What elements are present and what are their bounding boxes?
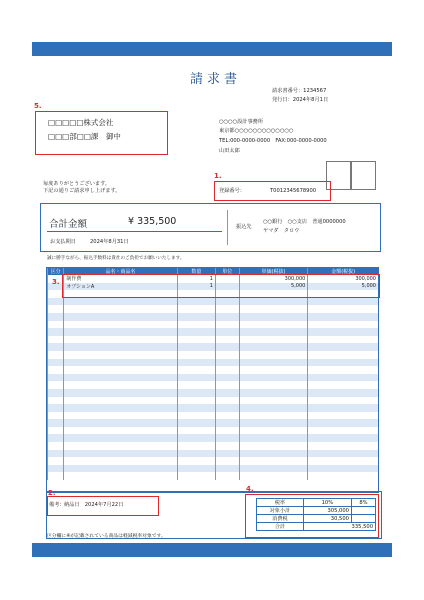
remarks-value: 納品日 2024年7月22日 bbox=[64, 502, 124, 508]
greeting-line-2: 下記の通りご請求申し上げます。 bbox=[43, 188, 121, 194]
table-row bbox=[48, 298, 379, 306]
registration-value: T0012345678900 bbox=[270, 188, 317, 194]
table-row: オプションA 1 5,000 5,000 bbox=[48, 283, 379, 291]
table-row bbox=[48, 321, 379, 329]
stamp-box-2 bbox=[351, 161, 376, 190]
items-highlight-box bbox=[62, 274, 380, 298]
table-row bbox=[48, 374, 379, 382]
issue-date: 発行日：2024年8月1日 bbox=[272, 97, 329, 103]
col-item: 品名・商品名 bbox=[64, 268, 177, 275]
table-row bbox=[48, 351, 379, 359]
total-value: ¥ 335,500 bbox=[128, 216, 177, 227]
summary-divider bbox=[227, 210, 228, 245]
total-label: 合計金額 bbox=[49, 219, 88, 230]
table-row bbox=[48, 389, 379, 397]
col-category: 区分 bbox=[48, 268, 64, 275]
sender-address: 東京都○○○○○○○○○○○○○ bbox=[219, 128, 294, 134]
sender-person: 山田太郎 bbox=[219, 148, 240, 154]
table-row bbox=[48, 442, 379, 450]
invoice-number: 請求書番号：1234567 bbox=[272, 88, 327, 94]
table-row bbox=[48, 336, 379, 344]
marker-5: 5. bbox=[34, 102, 42, 110]
footer-note: 区分欄に※が記載されている商品は軽減税率対象です。 bbox=[47, 534, 166, 539]
fee-note: 誠に勝手ながら、振込手数料は貴社のご負担でお願いいたします。 bbox=[47, 256, 185, 261]
footer-bar bbox=[32, 543, 392, 557]
tax-table bbox=[256, 498, 376, 531]
items-table bbox=[47, 268, 378, 480]
table-row bbox=[48, 465, 379, 473]
table-row bbox=[48, 366, 379, 374]
table-row bbox=[48, 397, 379, 405]
col-price: 単価(税抜) bbox=[239, 268, 308, 275]
sender-phone: TEL:000-0000-0000 FAX:000-0000-0000 bbox=[219, 138, 327, 144]
table-row bbox=[48, 381, 379, 389]
table-row bbox=[48, 328, 379, 336]
bank-label: 振込先 bbox=[236, 224, 252, 230]
marker-1: 1. bbox=[214, 172, 222, 180]
due-label: お支払期日 bbox=[50, 239, 76, 245]
table-row bbox=[48, 313, 379, 321]
recipient-dept: □□□部□□課 御中 bbox=[48, 132, 121, 141]
marker-3: 3. bbox=[52, 278, 60, 286]
table-row bbox=[48, 305, 379, 313]
account-name: ヤマダ タロウ bbox=[263, 228, 300, 234]
table-row bbox=[48, 359, 379, 367]
col-amount: 金額(税抜) bbox=[308, 268, 378, 275]
bank-info: ○○銀行 ○○支店 普通0000000 bbox=[263, 219, 346, 225]
marker-4: 4. bbox=[246, 485, 254, 493]
table-row bbox=[48, 457, 379, 465]
table-row bbox=[48, 419, 379, 427]
table-row bbox=[48, 404, 379, 412]
recipient-company: □□□□□株式会社 bbox=[48, 118, 114, 127]
header-bar bbox=[32, 42, 392, 56]
col-qty: 数量 bbox=[177, 268, 215, 275]
table-row bbox=[48, 472, 379, 480]
tax-row-rate: 税率 10% 8% bbox=[257, 499, 376, 507]
marker-2: 2. bbox=[48, 489, 56, 497]
col-unit: 単位 bbox=[215, 268, 239, 275]
page-title: 請求書 bbox=[190, 72, 242, 87]
sender-name: ○○○○設計事務所 bbox=[219, 119, 264, 125]
table-row bbox=[48, 450, 379, 458]
table-row bbox=[48, 343, 379, 351]
tax-row-subtotal: 対象小計 305,000 bbox=[257, 507, 376, 515]
greeting-line-1: 毎度ありがとうございます。 bbox=[43, 181, 111, 187]
table-row bbox=[48, 427, 379, 435]
registration-label: 登録番号： bbox=[219, 188, 245, 194]
total-underline bbox=[47, 231, 222, 232]
tax-row-total: 合計 335,500 bbox=[257, 523, 376, 531]
table-row bbox=[48, 412, 379, 420]
remarks-label: 備考： bbox=[49, 502, 65, 508]
table-row bbox=[48, 434, 379, 442]
due-date: 2024年8月31日 bbox=[90, 239, 129, 245]
tax-row-tax: 消費税 30,500 bbox=[257, 515, 376, 523]
table-row: 制作費 1 300,000 300,000 bbox=[48, 275, 379, 283]
